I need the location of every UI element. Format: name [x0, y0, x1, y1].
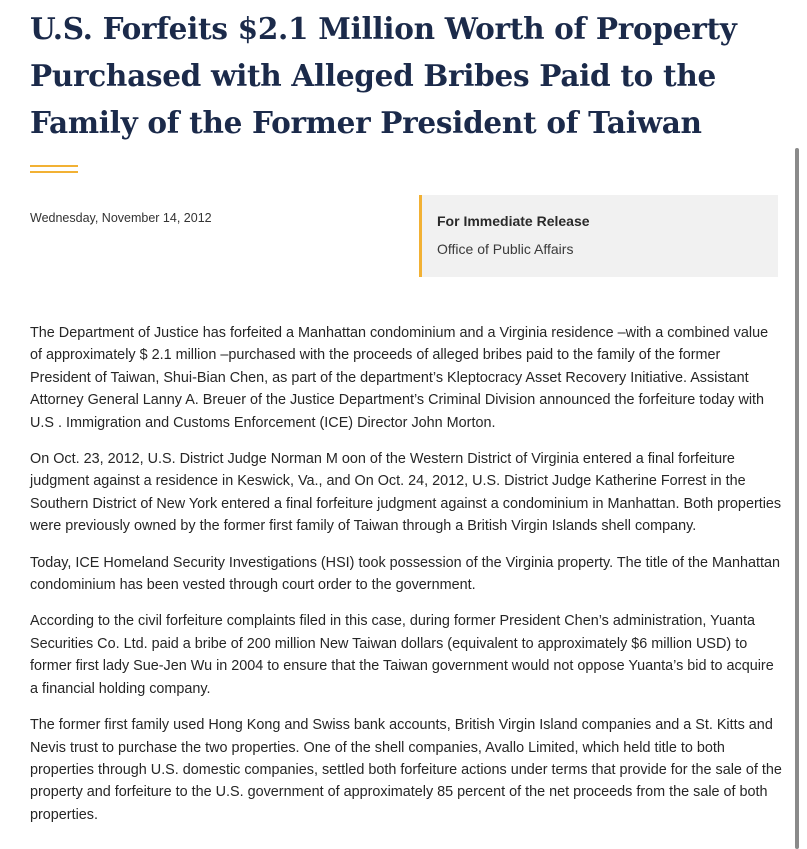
article-body — [30, 322, 782, 840]
body-paragraph: On Oct. 23, 2012, U.S. District Judge Norman M oon of the Western District of Virginia entered a final forfeiture judgment against a residence in Keswick, Va., and On Oct. 24, 2012, U.S. District Judge Katherine Forrest in the Southern District of New York entered a final forfeiture judgment against a condominium in Manhattan. Both properties were previously owned by the former first family of Taiwan through a British Virgin Islands shell company. — [30, 451, 782, 535]
body-paragraph: The Department of Justice has forfeited a Manhattan condominium and a Virginia residence –with a combined value of approximately $ 2.1 million –purchased with the proceeds of alleged bribes paid to the family of the former President of Taiwan, Shui-Bian Chen, as part of the department’s Kleptocracy Asset Recovery Initiative. Assistant Attorney General Lanny A. Breuer of the Justice Department’s Criminal Division announced the forfeiture today with U.S . Immigration and Customs Enforcement (ICE) Director John Morton. — [30, 325, 769, 431]
body-paragraph: The former first family used Hong Kong and Swiss bank accounts, British Virgin Island companies and a St. Kitts and Nevis trust to purchase the two properties. One of the shell companies, Avallo Limited, which held title to both properties through U.S. domestic companies, settled both forfeiture actions under terms that provide for the sale of the property and forfeiture to the U.S. government of approximately 85 percent of the net proceeds from the sale of both properties. — [30, 717, 782, 823]
body-paragraph: According to the civil forfeiture complaints filed in this case, during former President Chen’s administration, Yuanta Securities Co. Ltd. paid a bribe of 200 million New Taiwan dollars (equivalent to approximately $6 million USD) to former first lady Sue-Jen Wu in 2004 to ensure that the Taiwan government would not oppose Yuanta’s bid to acquire a financial holding company. — [30, 613, 774, 697]
body-paragraph: Today, ICE Homeland Security Investigations (HSI) took possession of the Virginia property. The title of the Manhattan condominium has been vested through court order to the government. — [30, 554, 781, 594]
press-release-page — [30, 0, 782, 823]
title-line: Purchased with Alleged Bribes Paid to the — [30, 58, 716, 93]
title-line: Family of the Former President of Taiwan — [30, 105, 702, 140]
release-heading: For Immediate Release — [437, 213, 590, 229]
release-office: Office of Public Affairs — [437, 241, 574, 257]
title-underline-divider — [30, 165, 78, 173]
vertical-scrollbar[interactable] — [795, 148, 799, 849]
page-title — [30, 5, 782, 146]
title-line: U.S. Forfeits $2.1 Million Worth of Property — [30, 11, 737, 46]
release-info-box — [419, 195, 778, 277]
publish-date: Wednesday, November 14, 2012 — [30, 211, 212, 225]
